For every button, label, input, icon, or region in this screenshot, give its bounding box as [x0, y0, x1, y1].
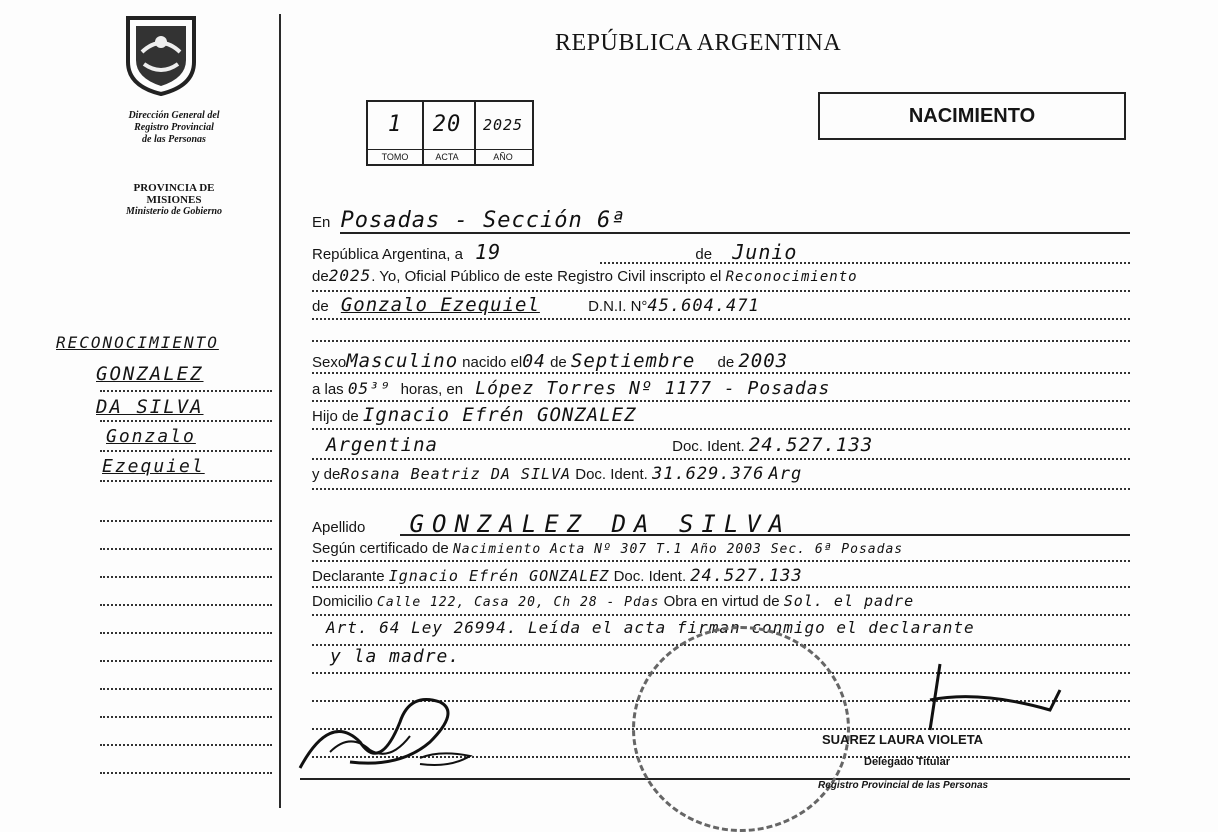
birth-place-value: López Torres Nº 1177 - Posadas [475, 378, 831, 399]
year-value: 2025 [328, 266, 372, 285]
office-line-2: Registro Provincial [134, 122, 214, 133]
de-birth-year-label: de [717, 354, 735, 371]
record-type-box: NACIMIENTO [818, 92, 1126, 140]
tomo-value: 1 [387, 112, 403, 137]
republica-label: República Argentina, a [312, 246, 463, 263]
officer-office: Registro Provincial de las Personas [818, 780, 989, 791]
left-ruled-line [100, 450, 272, 452]
obra-label: Obra en virtud de [663, 593, 780, 610]
left-ruled-line [100, 548, 272, 550]
sexo-label: Sexo [312, 354, 347, 371]
row-father-doc [312, 434, 873, 456]
row-registry [312, 266, 858, 285]
acta-box [420, 100, 476, 166]
hijo-label: Hijo de [312, 408, 359, 425]
de-name-label: de [312, 298, 329, 315]
certificate-value: Nacimiento Acta Nº 307 T.1 Año 2003 Sec. 6ª Posadas [452, 542, 904, 557]
province-name [96, 182, 252, 218]
surname-line [400, 534, 1130, 536]
row-mother [312, 464, 802, 484]
horas-label: horas, en [400, 381, 464, 398]
yde-label: y de [312, 466, 341, 483]
oficial-text: . Yo, Oficial Público de este Registro Civil inscripto el [371, 268, 722, 285]
notes-line-2: y la madre. [330, 646, 461, 667]
margin-note-line-2: GONZALEZ [96, 363, 204, 385]
declarant-value: Ignacio Efrén GONZALEZ [388, 567, 610, 585]
row-date [312, 240, 797, 264]
de-year-label: de [312, 268, 329, 285]
left-ruled-line [100, 744, 272, 746]
de-label: de [695, 246, 713, 263]
day-value: 19 [475, 240, 502, 264]
father-value: Ignacio Efrén GONZALEZ [362, 404, 637, 426]
de-birth-label: de [550, 354, 567, 371]
dni-value: 45.604.471 [647, 296, 760, 316]
declarant-doc-value: 24.527.133 [690, 566, 803, 586]
left-ruled-line [100, 660, 272, 662]
row-address [312, 592, 914, 610]
acta-label: ACTA [420, 149, 474, 164]
anio-box [474, 100, 534, 166]
margin-note-line-3: DA SILVA [96, 396, 204, 418]
left-ruled-line [100, 772, 272, 774]
tomo-box [366, 100, 424, 166]
father-doc-line [312, 458, 1130, 460]
margin-note-line-1: RECONOCIMIENTO [56, 333, 219, 352]
province-seal-icon [122, 12, 200, 96]
left-ruled-line [100, 604, 272, 606]
row-name [312, 294, 760, 316]
declarante-label: Declarante [312, 568, 385, 585]
row-place [312, 208, 625, 233]
birth-month-value: Septiembre [570, 350, 696, 372]
birth-year-value: 2003 [738, 350, 789, 372]
page-title: REPÚBLICA ARGENTINA [555, 30, 842, 56]
left-ruled-line [100, 576, 272, 578]
office-line-1: Dirección General del [128, 110, 220, 121]
margin-note-line-4: Gonzalo [106, 426, 196, 447]
segun-label: Según certificado de [312, 540, 449, 557]
father-line [312, 428, 1130, 430]
surname-value: GONZALEZ DA SILVA [409, 510, 792, 538]
officer-name: SUAREZ LAURA VIOLETA [822, 732, 984, 747]
officer-signature-icon [900, 660, 1080, 740]
left-ruled-line [100, 688, 272, 690]
birth-day-value: 04 [522, 351, 546, 372]
office-line-3: de las Personas [142, 134, 206, 145]
left-ruled-line [100, 480, 272, 482]
place-line [340, 232, 1130, 234]
sexo-value: Masculino [346, 350, 459, 372]
obra-value: Sol. el padre [783, 592, 915, 610]
birth-time-value: 05³⁹ [347, 379, 391, 398]
father-doc-value: 24.527.133 [748, 434, 874, 456]
address-line [312, 614, 1130, 616]
anio-label: AÑO [474, 149, 532, 164]
row-notes-1 [326, 618, 975, 638]
province-line-2: MISIONES [146, 194, 202, 206]
declarant-signature-icon [290, 672, 490, 782]
ministry-line: Ministerio de Gobierno [125, 206, 223, 217]
mother-value: Rosana Beatriz DA SILVA [340, 465, 572, 483]
birth-line [312, 372, 1130, 374]
en-label: En [312, 214, 331, 231]
row-father [312, 404, 637, 426]
mother-line [312, 488, 1130, 490]
registry-line [312, 290, 1130, 292]
mother-doc-label: Doc. Ident. [575, 466, 648, 483]
father-nationality-value: Argentina [326, 434, 438, 456]
column-divider [279, 14, 281, 808]
left-ruled-line [100, 632, 272, 634]
alas-label: a las [312, 381, 344, 398]
mother-doc-value: 31.629.376 [651, 464, 765, 484]
father-doc-label: Doc. Ident. [672, 438, 745, 455]
province-line-1: PROVINCIA DE [133, 182, 215, 194]
address-value: Calle 122, Casa 20, Ch 28 - Pdas [377, 595, 660, 610]
domicilio-label: Domicilio [312, 593, 373, 610]
mother-nationality-value: Arg [768, 464, 803, 484]
registered-value: Reconocimiento [725, 269, 858, 285]
row-birth [312, 350, 788, 372]
office-name [96, 110, 252, 146]
acta-value: 20 [432, 112, 462, 137]
month-value: Junio [732, 240, 798, 264]
date-line [600, 262, 1130, 264]
left-ruled-line [100, 420, 272, 422]
blank-line [312, 340, 1130, 342]
official-stamp [632, 626, 850, 832]
place-value: Posadas - Sección 6ª [340, 208, 626, 233]
notes-line-1: Art. 64 Ley 26994. Leída el acta firman conmigo el declarante [326, 618, 975, 637]
time-line [312, 400, 1130, 402]
row-time [312, 378, 830, 399]
certificate-line [312, 560, 1130, 562]
officer-title: Delegado Titular [864, 756, 950, 768]
nacido-label: nacido el [462, 354, 523, 371]
tomo-label: TOMO [368, 149, 422, 164]
anio-value: 2025 [482, 116, 524, 134]
dni-label: D.N.I. N° [588, 298, 648, 315]
left-ruled-line [100, 520, 272, 522]
row-declarant [312, 566, 803, 586]
declarant-line [312, 586, 1130, 588]
row-notes-2 [330, 646, 460, 667]
left-ruled-line [100, 716, 272, 718]
row-certificate [312, 540, 903, 557]
name-line [312, 318, 1130, 320]
name-value: Gonzalo Ezequiel [340, 294, 540, 316]
margin-note-line-5: Ezequiel [102, 456, 205, 477]
left-ruled-line [100, 390, 272, 392]
declarant-doc-label: Doc. Ident. [613, 568, 687, 585]
apellido-label: Apellido [312, 519, 366, 536]
